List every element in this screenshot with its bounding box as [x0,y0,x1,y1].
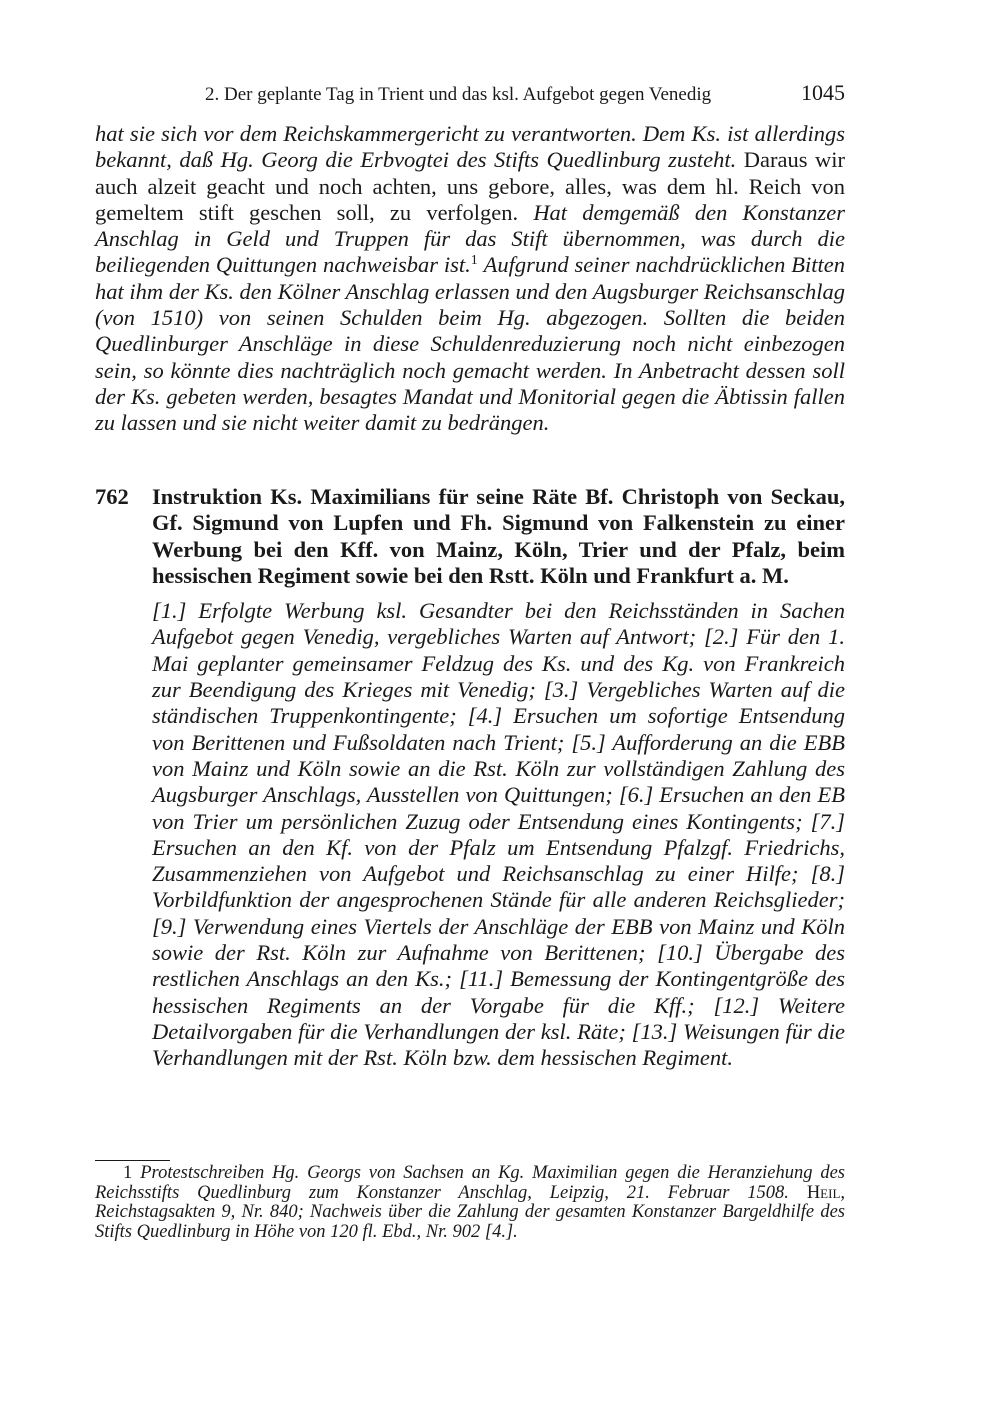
footnote [95,1164,845,1242]
footnote-reference[interactable]: 1 [470,253,478,269]
body-quote: Daraus wir auch alzeit geacht und noch achten, uns gebore, alles, was dem hl. Reich von gemeltem stift geschen soll, zu verfolgen. [95,147,846,225]
page-number: 1045 [801,80,845,105]
footnote-mark: 1 [123,1163,133,1183]
footnote-text-2: , Reichstagsakten 9, Nr. 840; Nachweis über die Zahlung der gesamten Konstanzer Bargeldhilfe des Stifts Quedlinburg in Höhe von 120 fl. Ebd., Nr. 902 [4.]. [95,1182,846,1242]
entry-title: Instruktion Ks. Maximilians für seine Räte Bf. Christoph von Seckau, Gf. Sigmund von Lupfen und Fh. Sigmund von Falkenstein zu einer Werbung bei den Kff. von Mainz, Köln, Trier und der Pfalz, beim hessischen Regiment sowie bei den Rstt. Köln und Frankfurt a. M. [152,484,845,588]
entry-number: 762 [95,484,129,509]
footnote-text-1: Protestschreiben Hg. Georgs von Sachsen an Kg. Maximilian gegen die Heranziehung des Reichsstifts Quedlinburg zum Konstanzer Anschlag, Leipzig, 21. Februar 1508. [95,1163,845,1203]
body-italic-1: hat sie sich vor dem Reichskammergericht zu verantworten. Dem Ks. ist allerdings bekannt, daß Hg. Georg die Erbvogtei des Stifts Quedlinburg zusteht. [95,121,845,173]
body-italic-3: Aufgrund seiner nachdrücklichen Bitten hat ihm der Ks. den Kölner Anschlag erlassen und den Augsburger Reichsanschlag (von 1510) von seinen Schulden beim Hg. abgezogen. Sollten die beiden Quedlinburger Anschläge in diese Schuldenreduzierung noch nicht einbezogen sein, so könnte dies nachträglich noch gemacht werden. In Anbetracht dessen soll der Ks. gebeten werden, besagtes Mandat und Monitorial gegen die Äbtissin fallen zu lassen und sie nicht weiter damit zu bedrängen. [95,252,845,436]
document-entry [95,484,845,1072]
footnote-author: Heil [806,1182,841,1203]
entry-summary: [1.] Erfolgte Werbung ksl. Gesandter bei den Reichsständen in Sachen Aufgebot gegen Venedig, vergebliches Warten auf Antwort; [2.] Für den 1. Mai geplanter gemeinsamer Feldzug des Ks. und des Kg. von Frankreich zur Beendigung des Krieges mit Venedig; [3.] Vergebliches Warten auf die ständischen Truppenkontingente; [4.] Ersuchen um sofortige Entsendung von Berittenen und Fußsoldaten nach Trient; [5.] Aufforderung an die EBB von Mainz und Köln sowie an die Rst. Köln zur vollständigen Zahlung des Augsburger Anschlags, Ausstellen von Quittungen; [6.] Ersuchen an den EB von Trier um persönlichen Zuzug oder Entsendung eines Kontingents; [7.] Ersuchen an den Kf. von der Pfalz um Entsendung Pfalzgf. Friedrichs, Zusammenziehen von Aufgebot und Reichsanschlag zu einer Hilfe; [8.] Vorbildfunktion der angesprochenen Stände für alle anderen Reichsglieder; [9.] Verwendung eines Viertels der Anschläge der EBB von Mainz und Köln sowie der Rst. Köln zur Aufnahme von Berittenen; [10.] Übergabe des restlichen Anschlags an den Ks.; [11.] Bemessung der Kontingentgröße des hessischen Regiments an der Vorgabe für die Kff.; [12.] Weitere Detailvorgaben für die Verhandlungen der ksl. Räte; [13.] Weisungen für die Verhandlungen mit der Rst. Köln bzw. dem hessischen Regiment. [152,598,845,1071]
running-head [95,80,845,110]
body-paragraph [95,121,845,437]
body-italic-2: Hat demgemäß den Konstanzer Anschlag in Geld und Truppen für das Stift übernommen, was durch die beiliegenden Quittungen nachweisbar ist. [95,199,845,278]
running-title: 2. Der geplante Tag in Trient und das ksl. Aufgebot gegen Venedig [205,84,712,105]
footnote-divider [95,1160,170,1161]
